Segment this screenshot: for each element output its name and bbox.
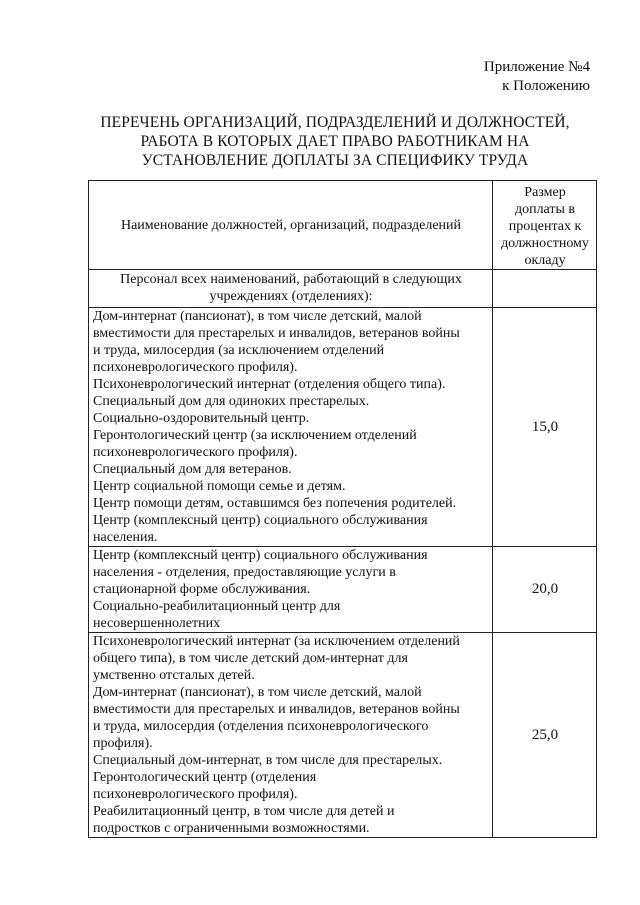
row-line: психоневрологического профиля).	[93, 787, 298, 802]
row-line: общего типа), в том числе детский дом-интернат для	[93, 651, 408, 666]
allowance-table	[88, 180, 597, 838]
row-line: Центр (комплексный центр) социального обслуживания	[93, 513, 428, 528]
table-row	[89, 308, 597, 547]
row-line: Социально-реабилитационный центр для	[93, 599, 341, 614]
row-rate-value: 25,0	[493, 633, 597, 838]
row-line: Центр (комплексный центр) социального обслуживания	[93, 548, 428, 563]
header-rate-line: должностному	[501, 236, 589, 251]
table-row	[89, 633, 597, 838]
table-header-row	[89, 181, 597, 270]
appendix-line-1: Приложение №4	[483, 59, 590, 75]
header-name-cell: Наименование должностей, организаций, подразделений	[89, 181, 493, 270]
row-line: и труда, милосердия (за исключением отделений	[93, 343, 385, 358]
row-line: Психоневрологический интернат (отделения общего типа).	[93, 377, 446, 392]
row-line: Социально-оздоровительный центр.	[93, 411, 310, 426]
row-rate-value: 15,0	[493, 308, 597, 547]
title-line-2: РАБОТА В КОТОРЫХ ДАЕТ ПРАВО РАБОТНИКАМ НА	[140, 133, 530, 150]
row-line: умственно отсталых детей.	[93, 668, 255, 683]
row-line: Специальный дом-интернат, в том числе для престарелых.	[93, 753, 443, 768]
row-line: Специальный дом для ветеранов.	[93, 462, 292, 477]
section-row	[89, 270, 597, 308]
appendix-note	[484, 58, 590, 96]
row-line: Геронтологический центр (за исключением отделений	[93, 428, 417, 443]
row-line: Дом-интернат (пансионат), в том числе детский, малой	[93, 685, 422, 700]
row-line: подростков с ограниченными возможностями.	[93, 821, 370, 836]
header-rate-cell	[493, 181, 597, 270]
header-rate-line: Размер	[524, 185, 566, 200]
row-line: Дом-интернат (пансионат), в том числе детский, малой	[93, 309, 422, 324]
row-line: стационарной форме обслуживания.	[93, 582, 311, 597]
table-row	[89, 547, 597, 633]
section-line: учреждениях (отделениях):	[209, 289, 373, 304]
document-title	[95, 113, 575, 170]
row-description-cell	[89, 308, 493, 547]
row-line: профиля).	[93, 736, 153, 751]
row-description-cell	[89, 633, 493, 838]
row-line: Специальный дом для одиноких престарелых.	[93, 394, 370, 409]
title-line-1: ПЕРЕЧЕНЬ ОРГАНИЗАЦИЙ, ПОДРАЗДЕЛЕНИЙ И ДОЛЖНОСТЕЙ,	[100, 114, 570, 131]
row-line: психоневрологического профиля).	[93, 445, 298, 460]
row-line: Центр помощи детям, оставшимся без попечения родителей.	[93, 496, 457, 511]
row-line: населения.	[93, 530, 158, 545]
row-rate-value: 20,0	[493, 547, 597, 633]
header-rate-line: окладу	[524, 253, 566, 268]
row-line: и труда, милосердия (отделения психоневрологического	[93, 719, 429, 734]
header-rate-line: процентах к	[508, 219, 582, 234]
row-line: психоневрологического профиля).	[93, 360, 298, 375]
row-line: Реабилитационный центр, в том числе для детей и	[93, 804, 395, 819]
row-line: вместимости для престарелых и инвалидов, ветеранов войны	[93, 702, 460, 717]
section-empty-cell	[493, 270, 597, 308]
row-description-cell	[89, 547, 493, 633]
row-line: населения - отделения, предоставляющие услуги в	[93, 565, 396, 580]
row-line: Центр социальной помощи семье и детям.	[93, 479, 346, 494]
row-line: несовершеннолетних	[93, 616, 221, 631]
row-line: Психоневрологический интернат (за исключением отделений	[93, 634, 460, 649]
appendix-line-2: к Положению	[502, 78, 590, 94]
header-rate-line: доплаты в	[514, 202, 576, 217]
row-line: вместимости для престарелых и инвалидов, ветеранов войны	[93, 326, 460, 341]
row-line: Геронтологический центр (отделения	[93, 770, 317, 785]
section-line: Персонал всех наименований, работающий в следующих	[120, 272, 462, 287]
title-line-3: УСТАНОВЛЕНИЕ ДОПЛАТЫ ЗА СПЕЦИФИКУ ТРУДА	[141, 152, 529, 169]
section-cell	[89, 270, 493, 308]
